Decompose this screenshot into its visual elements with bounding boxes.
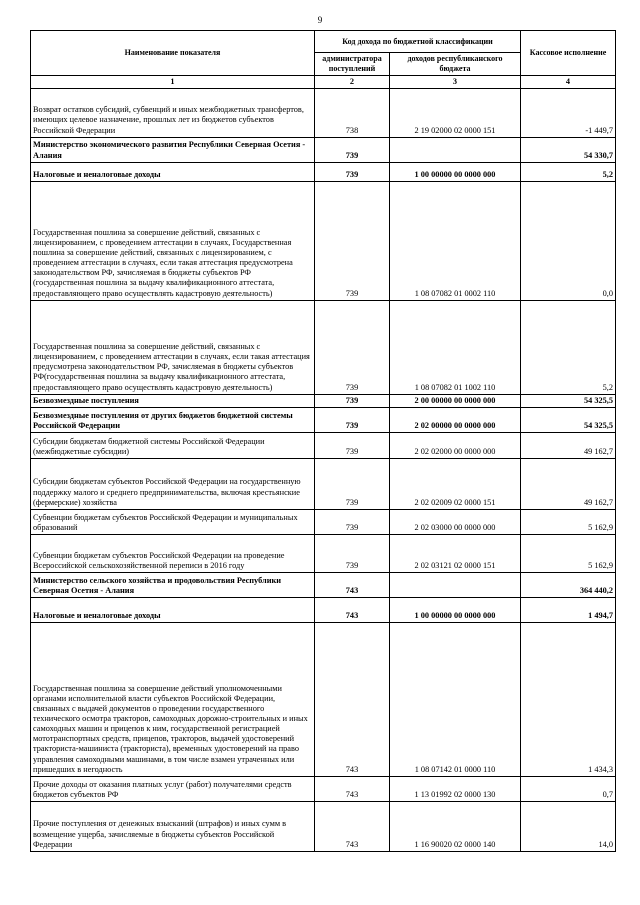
row-admin-code: 743	[315, 572, 390, 597]
row-amount: 14,0	[521, 801, 616, 851]
row-admin-code: 743	[315, 622, 390, 776]
row-admin-code: 743	[315, 597, 390, 622]
row-revenue-code: 1 08 07082 01 0002 110	[390, 181, 521, 300]
header-cash: Кассовое исполнение	[521, 31, 616, 76]
row-name: Субвенции бюджетам субъектов Российской Федерации и муниципальных образований	[31, 509, 315, 534]
header-revenue: доходов республиканского бюджета	[390, 53, 521, 76]
table-row	[31, 801, 616, 851]
row-amount: 54 330,7	[521, 137, 616, 162]
row-admin-code: 739	[315, 300, 390, 394]
row-admin-code: 739	[315, 458, 390, 509]
table-row	[31, 509, 616, 534]
row-name: Налоговые и неналоговые доходы	[31, 597, 315, 622]
row-amount: 0,7	[521, 776, 616, 801]
row-revenue-code: 1 16 90020 02 0000 140	[390, 801, 521, 851]
row-amount: -1 449,7	[521, 88, 616, 137]
row-revenue-code: 2 02 03000 00 0000 000	[390, 509, 521, 534]
table-row	[31, 432, 616, 458]
header-index-2: 2	[315, 75, 390, 88]
header-admin: администратора поступлений	[315, 53, 390, 76]
table-row	[31, 597, 616, 622]
row-admin-code: 738	[315, 88, 390, 137]
row-admin-code: 739	[315, 394, 390, 407]
row-name: Безвозмездные поступления	[31, 394, 315, 407]
row-revenue-code: 1 00 00000 00 0000 000	[390, 597, 521, 622]
table-row	[31, 394, 616, 407]
table-body	[31, 88, 616, 851]
row-revenue-code: 2 02 00000 00 0000 000	[390, 407, 521, 432]
row-amount: 364 440,2	[521, 572, 616, 597]
row-revenue-code	[390, 572, 521, 597]
row-amount: 54 325,5	[521, 394, 616, 407]
row-amount: 49 162,7	[521, 458, 616, 509]
row-admin-code: 739	[315, 162, 390, 181]
table-row	[31, 181, 616, 300]
row-name: Возврат остатков субсидий, субвенций и иных межбюджетных трансфертов, имеющих целевое назначение, прошлых лет из бюджетов субъектов Российской Федерации	[31, 88, 315, 137]
row-revenue-code: 2 02 02009 02 0000 151	[390, 458, 521, 509]
header-indicator: Наименование показателя	[31, 31, 315, 76]
row-revenue-code: 1 13 01992 02 0000 130	[390, 776, 521, 801]
row-amount: 1 434,3	[521, 622, 616, 776]
row-name: Субвенции бюджетам субъектов Российской Федерации на проведение Всероссийской сельскохозяйственной переписи в 2016 году	[31, 534, 315, 572]
row-name: Министерство сельского хозяйства и продовольствия Республики Северная Осетия - Алания	[31, 572, 315, 597]
row-name: Субсидии бюджетам бюджетной системы Российской Федерации (межбюджетные субсидии)	[31, 432, 315, 458]
header-index-3: 3	[390, 75, 521, 88]
budget-revenue-table	[30, 30, 616, 852]
row-amount: 49 162,7	[521, 432, 616, 458]
row-revenue-code: 1 00 00000 00 0000 000	[390, 162, 521, 181]
row-name: Государственная пошлина за совершение действий уполномоченными органами исполнительной власти субъектов Российской Федерации, связанных с выдачей документов о проведении государственного технического осмотра тракторов, самоходных дорожно-строительных и иных самоходных машин и прицепов к ним, государственной регистрацией мототранспортных средств, прицепов, тракторов, выдачей удостоверений тракториста-машиниста (тракториста), временных удостоверений на право управления самоходными машинами, в том числе взамен утраченных или пришедших в негодность	[31, 622, 315, 776]
table-row	[31, 407, 616, 432]
row-admin-code: 739	[315, 181, 390, 300]
header-index-4: 4	[521, 75, 616, 88]
row-name: Субсидии бюджетам субъектов Российской Федерации на государственную поддержку малого и среднего предпринимательства, включая крестьянские (фермерские) хозяйства	[31, 458, 315, 509]
row-revenue-code: 2 19 02000 02 0000 151	[390, 88, 521, 137]
row-admin-code: 739	[315, 137, 390, 162]
row-name: Налоговые и неналоговые доходы	[31, 162, 315, 181]
row-amount: 1 494,7	[521, 597, 616, 622]
row-amount: 54 325,5	[521, 407, 616, 432]
row-amount: 5 162,9	[521, 534, 616, 572]
row-revenue-code: 1 08 07082 01 1002 110	[390, 300, 521, 394]
row-admin-code: 743	[315, 801, 390, 851]
row-revenue-code: 2 02 02000 00 0000 000	[390, 432, 521, 458]
row-name: Прочие поступления от денежных взысканий (штрафов) и иных сумм в возмещение ущерба, зачисляемые в бюджеты субъектов Российской Федерации	[31, 801, 315, 851]
page-number: 9	[317, 15, 323, 25]
table-row	[31, 137, 616, 162]
row-revenue-code: 1 08 07142 01 0000 110	[390, 622, 521, 776]
row-amount: 5,2	[521, 162, 616, 181]
table-row	[31, 776, 616, 801]
row-name: Государственная пошлина за совершение действий, связанных с лицензированием, с проведением аттестации в случаях, Государственная пошлина за совершение действий, связанных с лицензированием, с проведением аттестации в случаях, если такая аттестация предусмотрена законодательством РФ, зачисляемая в бюджеты субъектов РФ (государственная пошлина за выдачу квалификационного аттестата, предоставляющего право осуществлять кадастровую деятельность)	[31, 181, 315, 300]
row-name: Государственная пошлина за совершение действий, связанных с лицензированием, с проведением аттестации в случаях, если такая аттестация предусмотрена законодательством РФ, зачисляемая в бюджеты субъектов РФ(государственная пошлина за выдачу квалификационного аттестата, предоставляющего право осуществлять кадастровую деятельность)	[31, 300, 315, 394]
row-name: Прочие доходы от оказания платных услуг (работ) получателями средств бюджетов субъектов РФ	[31, 776, 315, 801]
table-row	[31, 534, 616, 572]
row-name: Министерство экономического развития Республики Северная Осетия - Алания	[31, 137, 315, 162]
table-row	[31, 162, 616, 181]
table-row	[31, 572, 616, 597]
header-code-group: Код дохода по бюджетной классификации	[315, 31, 521, 53]
table-row	[31, 622, 616, 776]
row-revenue-code: 2 02 03121 02 0000 151	[390, 534, 521, 572]
row-admin-code: 739	[315, 407, 390, 432]
row-admin-code: 739	[315, 534, 390, 572]
row-amount: 0,0	[521, 181, 616, 300]
row-admin-code: 739	[315, 432, 390, 458]
table-row	[31, 88, 616, 137]
row-name: Безвозмездные поступления от других бюджетов бюджетной системы Российской Федерации	[31, 407, 315, 432]
row-revenue-code	[390, 137, 521, 162]
row-revenue-code: 2 00 00000 00 0000 000	[390, 394, 521, 407]
header-index-1: 1	[31, 75, 315, 88]
row-amount: 5 162,9	[521, 509, 616, 534]
row-amount: 5,2	[521, 300, 616, 394]
row-admin-code: 743	[315, 776, 390, 801]
table-row	[31, 300, 616, 394]
table-row	[31, 458, 616, 509]
row-admin-code: 739	[315, 509, 390, 534]
